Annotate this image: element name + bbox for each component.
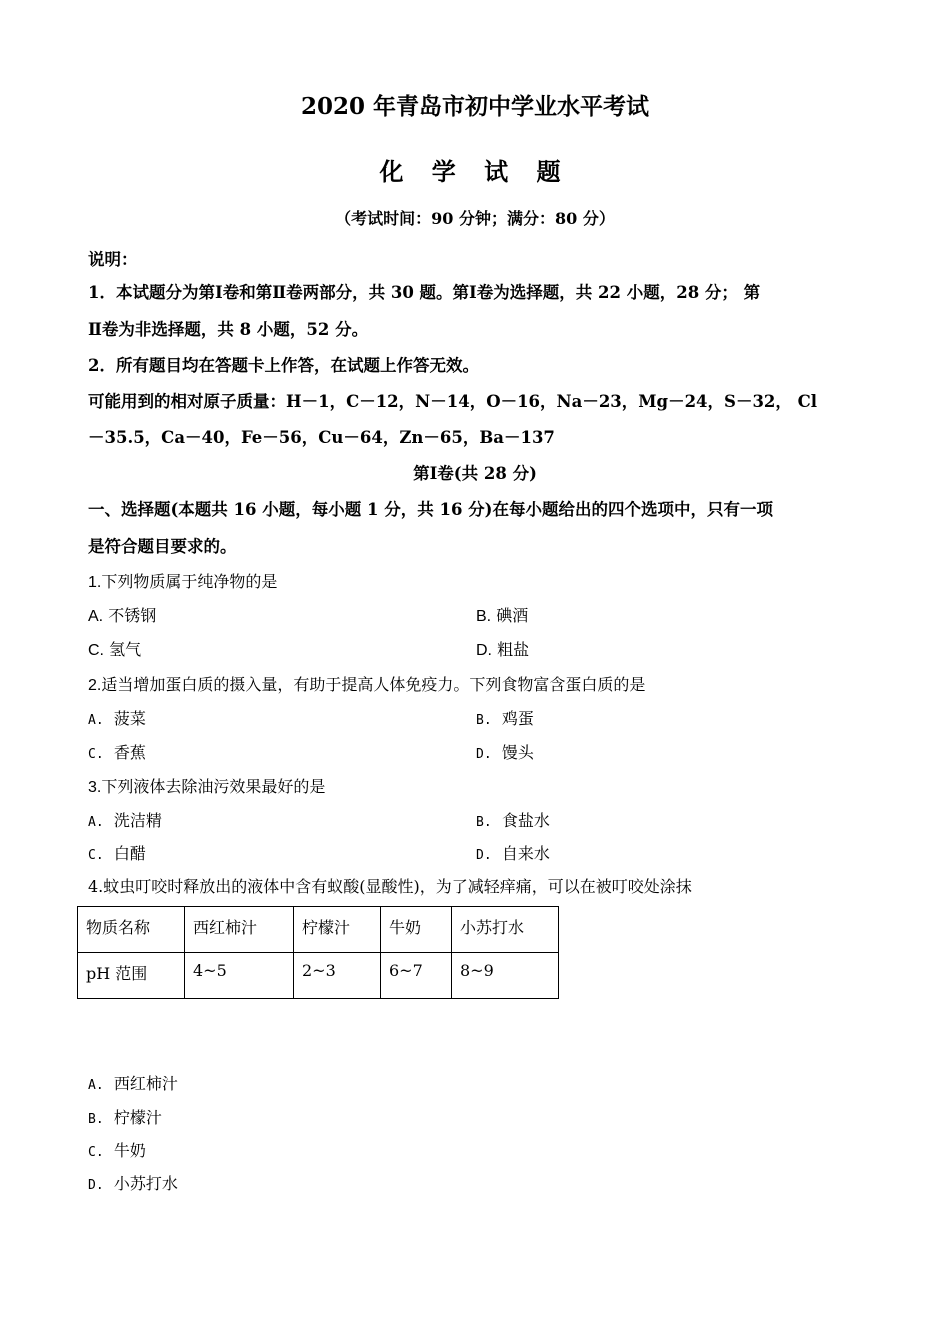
- option-letter: A.: [88, 815, 104, 830]
- option-text: 馒头: [501, 743, 534, 762]
- question-1-option-c: [88, 637, 141, 660]
- question-text: 蚊虫叮咬时释放出的液体中含有蚁酸(显酸性)，为了减轻痒痛，可以在被叮咬处涂抹: [103, 877, 692, 896]
- question-1-option-d: [476, 637, 529, 660]
- question-number: 3.: [88, 779, 102, 796]
- option-text: 牛奶: [113, 1141, 146, 1160]
- question-number: 2.: [88, 677, 102, 694]
- question-number: 1.: [88, 574, 102, 591]
- option-letter: A.: [88, 608, 104, 625]
- table-cell: 牛奶: [381, 907, 452, 953]
- question-1-option-a: [88, 603, 156, 626]
- question-4-option-c: [88, 1138, 146, 1161]
- option-letter: D.: [476, 747, 492, 762]
- option-letter: C.: [88, 848, 104, 863]
- instructions-label: 说明：: [88, 250, 138, 269]
- question-4-option-b: [88, 1105, 162, 1128]
- table-cell: 8~9: [452, 953, 559, 999]
- option-text: 鸡蛋: [501, 709, 534, 728]
- option-text: 自来水: [501, 844, 550, 863]
- ph-table: [77, 906, 559, 999]
- option-letter: D.: [88, 1178, 104, 1193]
- table-row: [78, 907, 559, 953]
- question-text: 下列物质属于纯净物的是: [101, 572, 278, 591]
- question-number: 4.: [88, 877, 104, 896]
- question-4-option-a: [88, 1071, 178, 1094]
- question-3-option-c: [88, 841, 146, 864]
- question-2-option-c: [88, 740, 146, 763]
- question-4-stem: [88, 874, 692, 897]
- option-letter: B.: [476, 815, 492, 830]
- table-cell: pH 范围: [78, 953, 185, 999]
- table-cell: 6~7: [381, 953, 452, 999]
- exam-title: 2020 年青岛市初中学业水平考试: [300, 93, 650, 120]
- question-1-option-b: [476, 603, 528, 626]
- option-letter: C.: [88, 642, 104, 659]
- volume-heading: 第Ⅰ卷(共 28 分): [413, 464, 537, 483]
- option-letter: C.: [88, 747, 104, 762]
- option-text: 氢气: [109, 640, 142, 659]
- subject-title: 化 学 试 题: [379, 157, 571, 186]
- question-3-option-b: [476, 808, 550, 831]
- option-letter: B.: [88, 1112, 104, 1127]
- table-cell: 西红柿汁: [185, 907, 294, 953]
- instruction-2: 2．所有题目均在答题卡上作答，在试题上作答无效。: [88, 356, 479, 375]
- part-heading-line-2: 是符合题目要求的。: [88, 537, 237, 556]
- question-2-option-a: [88, 706, 146, 729]
- question-2-stem: [88, 672, 645, 695]
- table-cell: 2~3: [294, 953, 381, 999]
- option-letter: B.: [476, 608, 492, 625]
- question-2-option-b: [476, 706, 534, 729]
- option-letter: A.: [88, 713, 104, 728]
- option-text: 小苏打水: [113, 1174, 178, 1193]
- option-text: 白醋: [113, 844, 146, 863]
- question-text: 下列液体去除油污效果最好的是: [101, 777, 326, 796]
- table-cell: 小苏打水: [452, 907, 559, 953]
- table-cell: 物质名称: [78, 907, 185, 953]
- instruction-1-line-1: 1．本试题分为第Ⅰ卷和第Ⅱ卷两部分，共 30 题。第Ⅰ卷为选择题，共 22 小题，28 分； 第: [88, 283, 761, 302]
- question-3-option-d: [476, 841, 550, 864]
- question-3-option-a: [88, 808, 162, 831]
- question-4-option-d: [88, 1171, 178, 1194]
- table-row: [78, 953, 559, 999]
- atomic-mass-line-1: 可能用到的相对原子质量：H－1，C－12，N－14，O－16，Na－23，Mg－24，S－32， Cl: [88, 392, 818, 411]
- atomic-mass-line-2: －35.5，Ca－40，Fe－56，Cu－64，Zn－65，Ba－137: [88, 428, 555, 447]
- option-text: 西红柿汁: [113, 1074, 178, 1093]
- option-text: 不锈钢: [108, 606, 157, 625]
- question-text: 适当增加蛋白质的摄入量，有助于提高人体免疫力。下列食物富含蛋白质的是: [101, 675, 646, 694]
- option-text: 洗洁精: [113, 811, 162, 830]
- option-letter: B.: [476, 713, 492, 728]
- question-1-stem: [88, 569, 277, 592]
- part-heading-line-1: 一、选择题(本题共 16 小题，每小题 1 分，共 16 分)在每小题给出的四个选项中，只有一项: [88, 500, 773, 519]
- option-text: 碘酒: [496, 606, 529, 625]
- option-text: 食盐水: [501, 811, 550, 830]
- table-cell: 柠檬汁: [294, 907, 381, 953]
- table-cell: 4~5: [185, 953, 294, 999]
- option-text: 柠檬汁: [113, 1108, 162, 1127]
- question-3-stem: [88, 774, 325, 797]
- option-text: 香蕉: [113, 743, 146, 762]
- option-letter: D.: [476, 642, 492, 659]
- option-text: 菠菜: [113, 709, 146, 728]
- exam-info: （考试时间：90 分钟；满分：80 分）: [335, 209, 615, 228]
- option-letter: A.: [88, 1078, 104, 1093]
- option-letter: D.: [476, 848, 492, 863]
- option-letter: C.: [88, 1145, 104, 1160]
- instruction-1-line-2: Ⅱ卷为非选择题，共 8 小题，52 分。: [88, 320, 369, 339]
- option-text: 粗盐: [497, 640, 530, 659]
- question-2-option-d: [476, 740, 534, 763]
